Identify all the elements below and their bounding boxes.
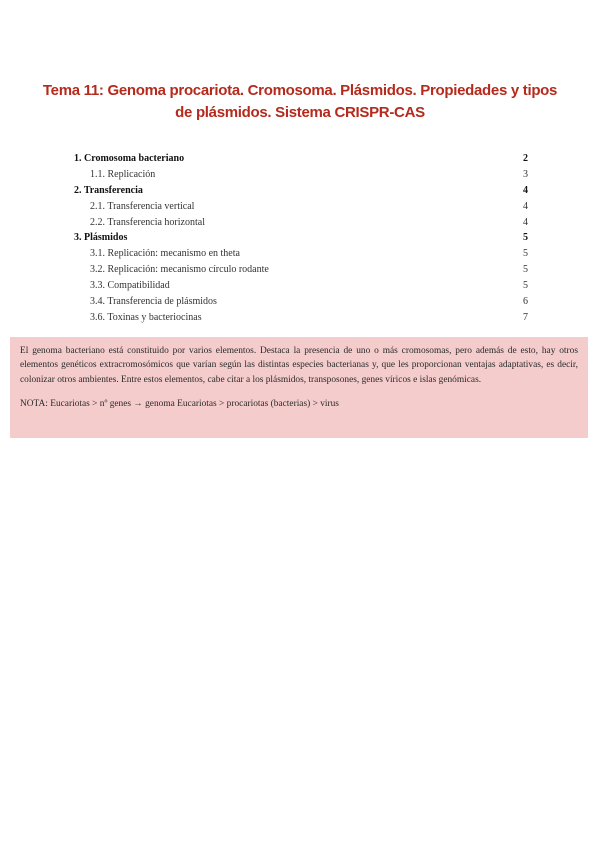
toc-entry-label: 2.2. Transferencia horizontal [90,216,205,228]
toc-entry[interactable] [74,246,528,262]
toc-entry-label: 2. Transferencia [74,184,143,196]
toc-entry-page: 4 [523,184,528,196]
toc-entry-page: 6 [523,296,528,308]
toc-entry-page: 5 [523,248,528,260]
toc-entry-page: 4 [523,200,528,212]
toc-entry-label: 1. Cromosoma bacteriano [74,153,185,164]
toc-entry-page: 3 [523,168,528,180]
toc-entry-label: 3.4. Transferencia de plásmidos [90,296,217,308]
toc-entry[interactable] [74,294,528,310]
toc-entry-page: 4 [523,216,528,228]
intro-note: NOTA: Eucariotas > nº genes → genoma Eucariotas > procariotas (bacterias) > virus [20,399,339,410]
toc-entry[interactable] [74,262,528,278]
toc-entry-page: 5 [523,280,528,292]
toc-entry-label: 3.6. Toxinas y bacteriocinas [90,311,202,323]
intro-paragraph: El genoma bacteriano está constituido por varios elementos. Destaca la presencia de uno o más cromosomas, pero además de esto, hay otros elementos genéticos extracromosómicos que varían según las distintas especies bacterianas y, que les proporcionan ventajas adaptativas, es decir, colonizar otros ambientes. Entre estos elementos, cabe citar a los plásmidos, transposones, genes víricos e islas genómicas. [20,346,578,385]
toc-entry[interactable] [74,199,528,215]
toc-entry-label: 3.1. Replicación: mecanismo en theta [90,248,240,260]
toc-entry-page: 5 [523,232,528,244]
toc-entry-page: 5 [523,264,528,276]
intro-box [10,337,588,438]
toc-entry[interactable] [74,183,528,199]
toc-entry[interactable] [74,278,528,294]
toc-entry-page: 2 [523,153,528,164]
toc-entry-label: 3.3. Compatibilidad [90,280,170,292]
toc-entry-label: 2.1. Transferencia vertical [90,200,195,212]
toc-entry[interactable] [74,310,528,326]
toc-entry-label: 3.2. Replicación: mecanismo círculo rodante [90,264,269,276]
toc-entry-page: 7 [523,311,528,323]
toc-entry-label: 1.1. Replicación [90,168,156,180]
toc-entry[interactable] [74,215,528,231]
toc-entry[interactable] [74,151,528,167]
toc-entry[interactable] [74,230,528,246]
toc-entry-label: 3. Plásmidos [74,232,128,244]
document-title: Tema 11: Genoma procariota. Cromosoma. Plásmidos. Propiedades y tipos de plásmidos. Sistema CRISPR-CAS [42,82,558,122]
toc-entry[interactable] [74,167,528,183]
table-of-contents [74,151,528,326]
